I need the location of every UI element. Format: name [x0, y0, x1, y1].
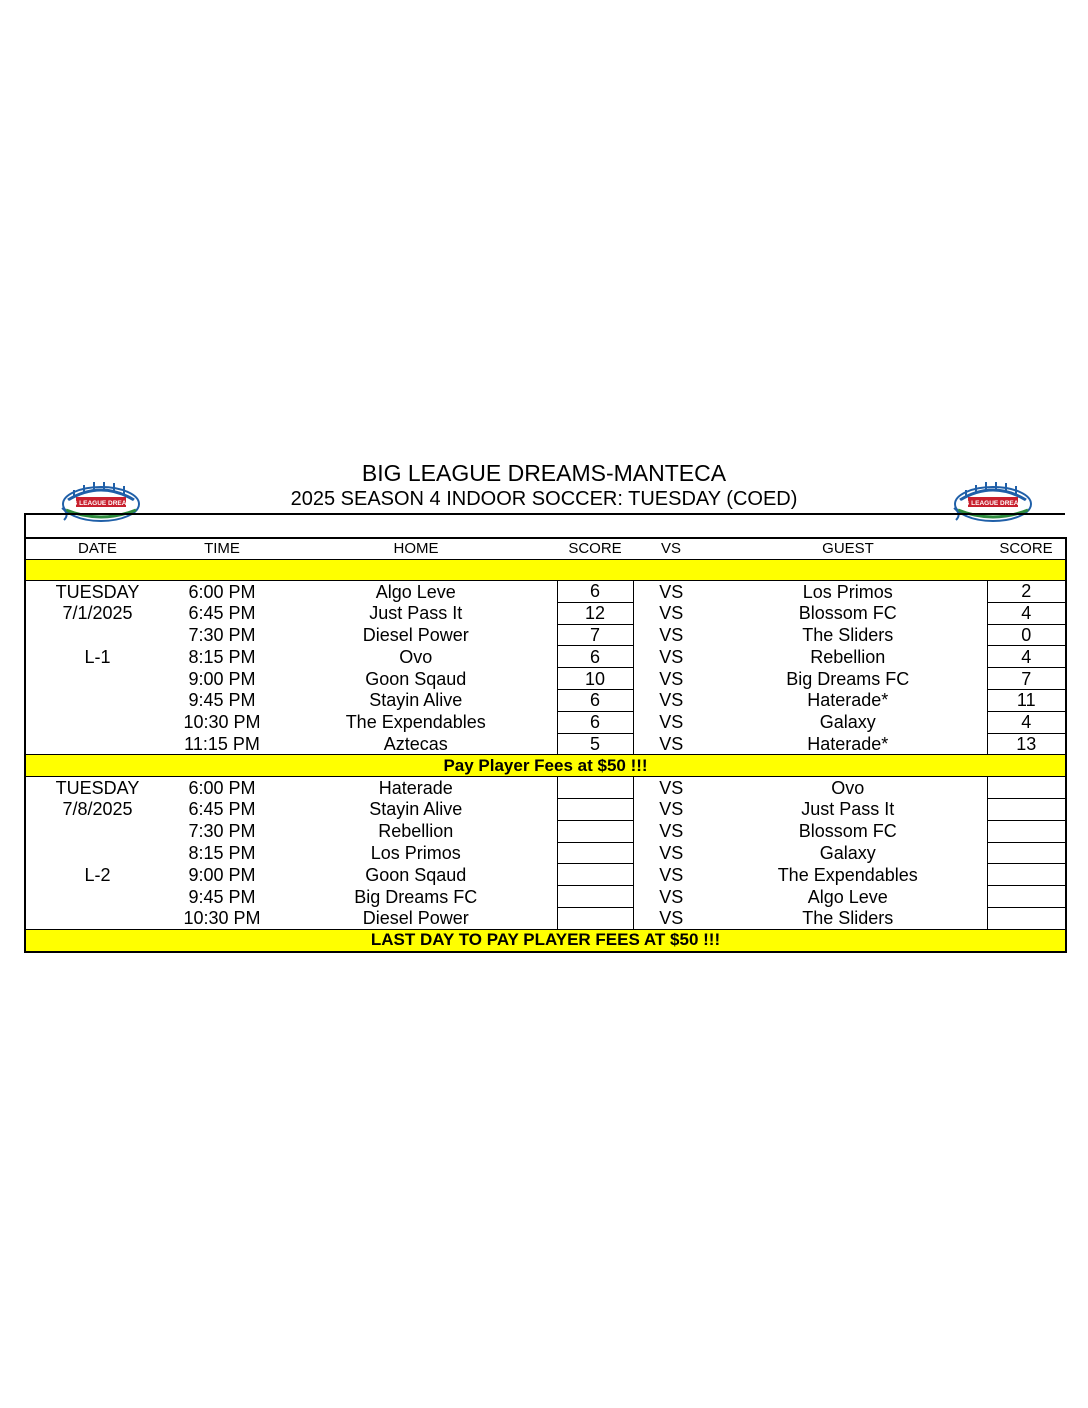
- col-home: HOME: [275, 538, 557, 560]
- game-row: [25, 842, 1066, 864]
- game-date: [25, 886, 169, 908]
- game-date: [25, 711, 169, 733]
- home-team: Goon Sqaud: [365, 864, 467, 885]
- game-row: [25, 646, 1066, 668]
- home-score: 7: [557, 624, 633, 646]
- game-row: [25, 777, 1066, 799]
- page-subtitle: 2025 SEASON 4 INDOOR SOCCER: TUESDAY (COED): [290, 488, 798, 510]
- guest-score: [987, 886, 1066, 908]
- versus-label: VS: [659, 842, 684, 863]
- home-score: [557, 798, 633, 820]
- versus-label: VS: [659, 799, 684, 820]
- stadium-logo-left: [60, 478, 142, 524]
- versus-label: VS: [659, 581, 684, 602]
- col-home-score: SCORE: [557, 538, 633, 560]
- home-score: [557, 864, 633, 886]
- guest-score: 0: [987, 624, 1066, 646]
- versus-label: VS: [659, 821, 684, 842]
- guest-team: The Expendables: [777, 864, 918, 885]
- home-team: Stayin Alive: [369, 799, 463, 820]
- guest-team: The Sliders: [802, 624, 894, 645]
- col-time: TIME: [169, 538, 275, 560]
- versus-label: VS: [659, 712, 684, 733]
- spacer-row: [25, 560, 1066, 581]
- game-date: [25, 624, 169, 646]
- game-date: 7/8/2025: [62, 799, 133, 820]
- game-row: [25, 733, 1066, 755]
- game-time: 9:00 PM: [188, 864, 256, 885]
- versus-label: VS: [659, 690, 684, 711]
- game-date: [25, 820, 169, 842]
- game-time: 6:00 PM: [188, 777, 256, 798]
- home-team: Goon Sqaud: [365, 668, 467, 689]
- guest-score: 13: [987, 733, 1066, 755]
- game-time: 9:45 PM: [188, 886, 256, 907]
- home-team: Stayin Alive: [369, 690, 463, 711]
- guest-team: Ovo: [831, 777, 865, 798]
- game-date: [25, 907, 169, 929]
- guest-team: Rebellion: [810, 646, 886, 667]
- game-date: [25, 668, 169, 690]
- stadium-logo-right: [952, 478, 1034, 524]
- col-guest-score: SCORE: [987, 538, 1066, 560]
- home-score: [557, 820, 633, 842]
- game-date: [25, 842, 169, 864]
- guest-score: [987, 798, 1066, 820]
- versus-label: VS: [659, 886, 684, 907]
- home-team: Rebellion: [378, 821, 454, 842]
- game-time: 9:00 PM: [188, 668, 256, 689]
- game-time: 11:15 PM: [184, 733, 260, 754]
- home-team: Algo Leve: [375, 581, 456, 602]
- game-row: [25, 798, 1066, 820]
- guest-score: 4: [987, 711, 1066, 733]
- versus-label: VS: [659, 624, 684, 645]
- game-row: [25, 907, 1066, 929]
- header-rule: [24, 513, 1065, 515]
- fee-banner-row: [25, 929, 1066, 951]
- home-score: 6: [557, 646, 633, 668]
- game-row: [25, 711, 1066, 733]
- home-score: 5: [557, 733, 633, 755]
- game-row: [25, 689, 1066, 711]
- fee-banner-row: [25, 755, 1066, 777]
- guest-score: [987, 842, 1066, 864]
- guest-score: 4: [987, 646, 1066, 668]
- versus-label: VS: [659, 908, 684, 929]
- home-team: Aztecas: [383, 733, 448, 754]
- game-date: TUESDAY: [55, 777, 140, 798]
- guest-score: [987, 820, 1066, 842]
- home-score: [557, 842, 633, 864]
- guest-team: Galaxy: [819, 712, 876, 733]
- guest-score: 7: [987, 668, 1066, 690]
- column-header-row: [25, 538, 1066, 560]
- game-time: 7:30 PM: [188, 624, 256, 645]
- versus-label: VS: [659, 733, 684, 754]
- home-score: 6: [557, 711, 633, 733]
- game-time: 9:45 PM: [188, 690, 256, 711]
- home-team: Haterade: [378, 777, 453, 798]
- guest-team: The Sliders: [802, 908, 894, 929]
- guest-team: Haterade*: [807, 690, 889, 711]
- game-time: 10:30 PM: [183, 712, 261, 733]
- home-score: [557, 777, 633, 799]
- game-date: L-1: [84, 646, 111, 667]
- game-date: TUESDAY: [55, 581, 140, 602]
- home-score: 6: [557, 689, 633, 711]
- col-vs: VS: [633, 538, 709, 560]
- game-date: [25, 733, 169, 755]
- game-time: 6:45 PM: [188, 799, 256, 820]
- logo-lettering: BIG LEAGUE DREAMS: [65, 500, 137, 507]
- fee-banner: Pay Player Fees at $50 !!!: [25, 755, 1066, 777]
- game-row: [25, 581, 1066, 603]
- game-row: [25, 820, 1066, 842]
- guest-team: Los Primos: [802, 581, 893, 602]
- game-date: L-2: [84, 864, 111, 885]
- page-title: BIG LEAGUE DREAMS-MANTECA: [361, 460, 727, 486]
- game-time: 6:00 PM: [188, 581, 256, 602]
- versus-label: VS: [659, 603, 684, 624]
- home-score: [557, 907, 633, 929]
- header-rule-tick: [24, 513, 26, 539]
- guest-score: 4: [987, 602, 1066, 624]
- guest-score: 2: [987, 581, 1066, 603]
- col-guest: GUEST: [709, 538, 987, 560]
- game-row: [25, 886, 1066, 908]
- guest-team: Just Pass It: [801, 799, 895, 820]
- home-score: [557, 886, 633, 908]
- guest-team: Haterade*: [807, 733, 889, 754]
- versus-label: VS: [659, 646, 684, 667]
- guest-score: [987, 777, 1066, 799]
- game-time: 8:15 PM: [188, 842, 256, 863]
- home-team: Diesel Power: [362, 908, 469, 929]
- game-time: 6:45 PM: [188, 603, 256, 624]
- fee-banner: LAST DAY TO PAY PLAYER FEES AT $50 !!!: [25, 929, 1066, 951]
- guest-team: Algo Leve: [807, 886, 888, 907]
- game-date: [25, 689, 169, 711]
- versus-label: VS: [659, 777, 684, 798]
- home-score: 6: [557, 581, 633, 603]
- home-team: The Expendables: [345, 712, 486, 733]
- guest-team: Blossom FC: [798, 821, 897, 842]
- versus-label: VS: [659, 668, 684, 689]
- guest-score: 11: [987, 689, 1066, 711]
- home-score: 12: [557, 602, 633, 624]
- versus-label: VS: [659, 864, 684, 885]
- game-row: [25, 864, 1066, 886]
- logo-lettering: BIG LEAGUE DREAMS: [957, 500, 1029, 507]
- home-team: Just Pass It: [369, 603, 463, 624]
- guest-score: [987, 907, 1066, 929]
- home-team: Ovo: [399, 646, 433, 667]
- home-team: Diesel Power: [362, 624, 469, 645]
- game-time: 8:15 PM: [188, 646, 256, 667]
- guest-team: Big Dreams FC: [786, 668, 910, 689]
- game-row: [25, 624, 1066, 646]
- schedule-body: [25, 560, 1066, 952]
- home-team: Big Dreams FC: [354, 886, 478, 907]
- home-team: Los Primos: [370, 842, 461, 863]
- guest-team: Blossom FC: [798, 603, 897, 624]
- schedule-table: [24, 537, 1067, 953]
- game-time: 7:30 PM: [188, 821, 256, 842]
- game-time: 10:30 PM: [183, 908, 261, 929]
- game-row: [25, 668, 1066, 690]
- game-row: [25, 602, 1066, 624]
- guest-score: [987, 864, 1066, 886]
- col-date: DATE: [25, 538, 169, 560]
- home-score: 10: [557, 668, 633, 690]
- game-date: 7/1/2025: [62, 603, 133, 624]
- guest-team: Galaxy: [819, 842, 876, 863]
